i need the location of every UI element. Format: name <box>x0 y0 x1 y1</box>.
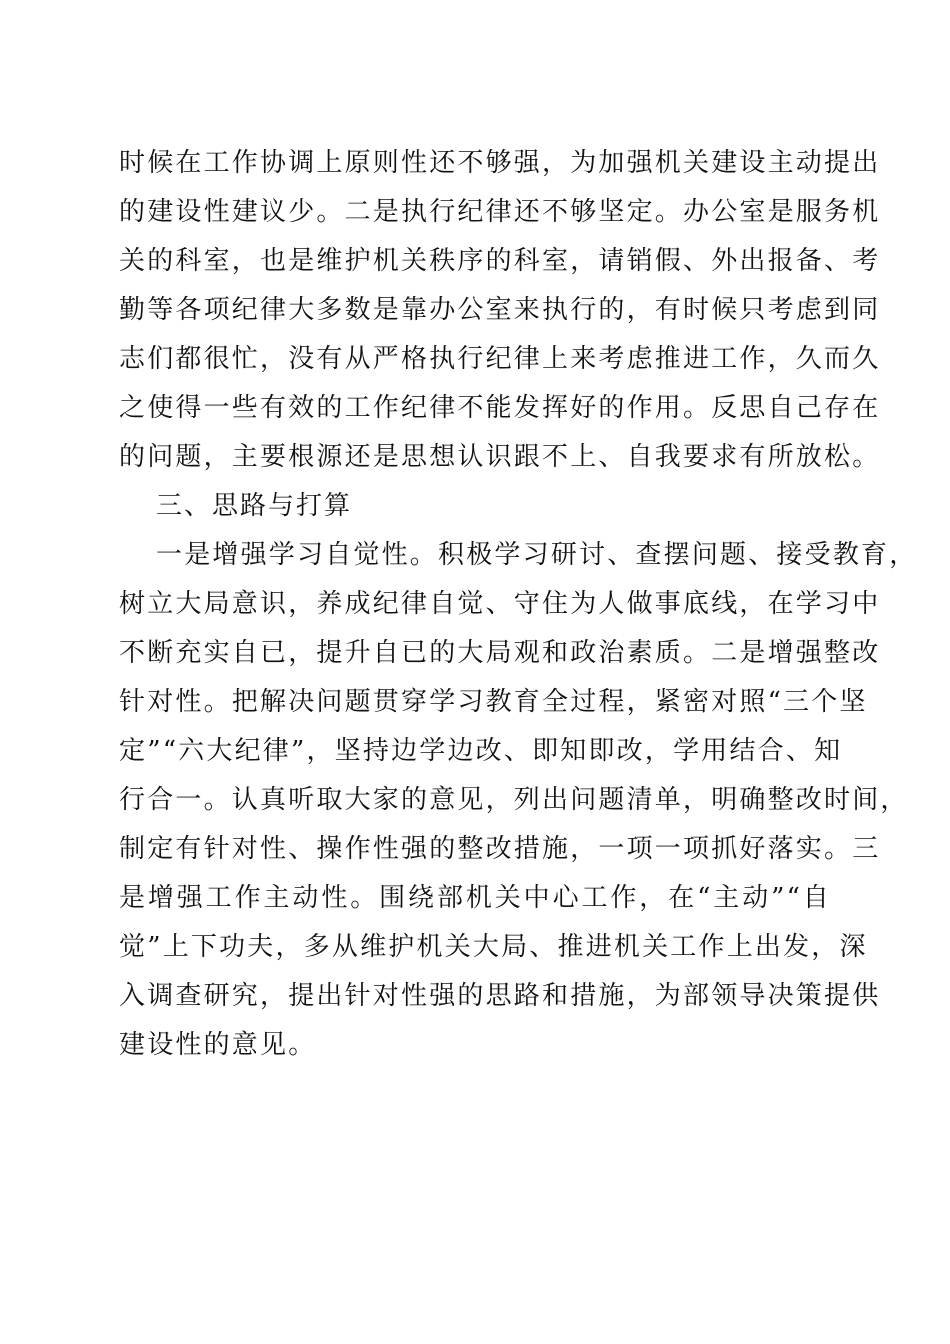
body-text-line: 树立大局意识，养成纪律自觉、守住为人做事底线，在学习中 <box>119 589 881 619</box>
body-text-line: 建设性的意见。 <box>119 1030 317 1060</box>
body-text-line: 关的科室，也是维护机关秩序的科室，请销假、外出报备、考 <box>119 246 881 276</box>
body-text-fragment: 积极学习研讨、查摆问题、接受教育， <box>438 540 918 570</box>
body-text-line: 的建设性建议少。二是执行纪律还不够坚定。办公室是服务机 <box>119 197 881 227</box>
body-text-line: 制定有针对性、操作性强的整改措施，一项一项抓好落实。三 <box>119 834 881 864</box>
body-text-line: 针对性。把解决问题贯穿学习教育全过程，紧密对照“三个坚 <box>119 687 868 717</box>
body-text-line: 的问题，主要根源还是思想认识跟不上、自我要求有所放松。 <box>119 442 881 472</box>
body-text-line: 行合一。认真听取大家的意见，列出问题清单，明确整改时间， <box>119 785 909 815</box>
body-text-line: 觉”上下功夫，多从维护机关大局、推进机关工作上出发，深 <box>119 932 868 962</box>
body-text-line: 定”“六大纪律”，坚持边学边改、即知即改，学用结合、知 <box>119 736 843 766</box>
body-text-line: 之使得一些有效的工作纪律不能发挥好的作用。反思自己存在 <box>119 393 881 423</box>
body-text-line: 勤等各项纪律大多数是靠办公室来执行的，有时候只考虑到同 <box>119 295 881 325</box>
body-text-line: 是增强工作主动性。围绕部机关中心工作，在“主动”“自 <box>119 883 831 913</box>
body-text-line: 入调查研究，提出针对性强的思路和措施，为部领导决策提供 <box>119 981 881 1011</box>
body-text-line: 时候在工作协调上原则性还不够强，为加强机关建设主动提出 <box>119 148 881 178</box>
section-heading: 三、思路与打算 <box>156 491 353 521</box>
lead-in-phrase: 一是增强学习自觉性。 <box>156 540 439 570</box>
body-text-line: 志们都很忙，没有从严格执行纪律上来考虑推进工作，久而久 <box>119 344 881 374</box>
body-text-line: 不断充实自已，提升自已的大局观和政治素质。二是增强整改 <box>119 638 881 668</box>
body-text-line <box>156 535 918 575</box>
